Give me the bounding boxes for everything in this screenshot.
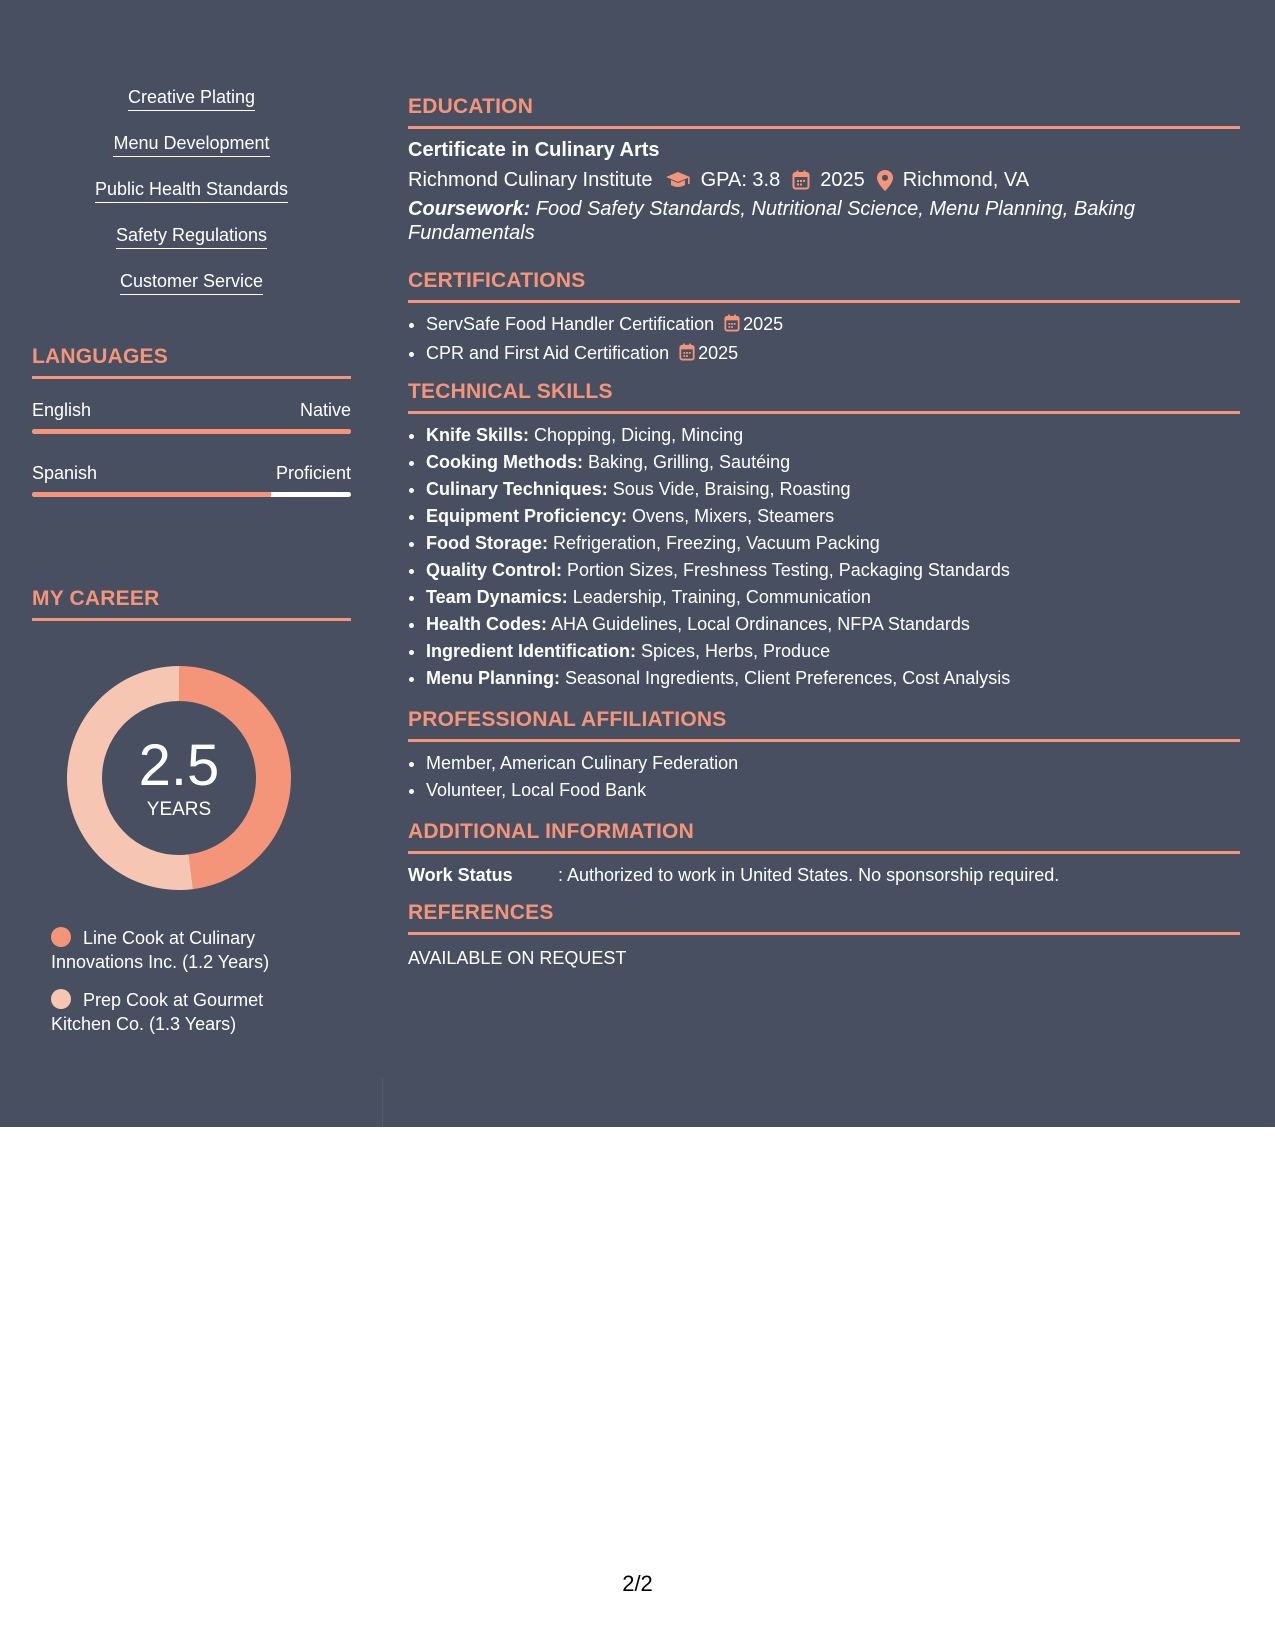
certification-item [426,340,1240,369]
skills-list [32,86,351,316]
skill-values: Portion Sizes, Freshness Testing, Packaging Standards [562,560,1010,580]
skill-category: Team Dynamics: [426,587,568,607]
coursework [408,197,1240,245]
certifications-list [408,311,1240,369]
technical-skills-heading: TECHNICAL SKILLS [408,379,1240,414]
legend-dot-icon [51,927,71,947]
certification-name: ServSafe Food Handler Certification [426,314,715,334]
graduation-year: 2025 [820,169,865,191]
skill-category: Knife Skills: [426,425,530,445]
work-status-label: Work Status [408,865,513,885]
technical-skill-item [426,422,1240,449]
technical-skill-item [426,665,1240,692]
skill-category: Health Codes: [426,614,548,634]
location-pin-icon [877,170,893,191]
coursework-list: Food Safety Standards, Nutritional Science, Menu Planning, Baking Fundamentals [408,198,1136,244]
technical-skill-item [426,530,1240,557]
technical-skill-item [426,584,1240,611]
skill-category: Culinary Techniques: [426,479,608,499]
technical-skills-section [408,379,1240,692]
language-name: Spanish [32,463,98,483]
education-heading: EDUCATION [408,94,1240,129]
references-section [408,900,1240,969]
certification-year: 2025 [698,343,739,363]
skill-category: Food Storage: [426,533,548,553]
skill-category: Quality Control: [426,560,562,580]
skill-values: AHA Guidelines, Local Ordinances, NFPA Standards [547,614,970,634]
skill-values: Chopping, Dicing, Mincing [529,425,744,445]
additional-info-section [408,819,1240,886]
legend-item [51,926,311,974]
technical-skill-item [426,611,1240,638]
affiliation-item: • Member, American Culinary Federation [426,750,1240,777]
technical-skill-item [426,476,1240,503]
languages-heading: LANGUAGES [32,344,351,379]
education-section [408,94,1240,245]
legend-label: Line Cook at Culinary Innovations Inc. (1.2 Years) [51,928,270,972]
calendar-icon [724,313,740,340]
skill-values: Spices, Herbs, Produce [636,641,831,661]
affiliation-item: • Volunteer, Local Food Bank [426,777,1240,804]
career-total-years: 2.5 [138,733,220,798]
work-status-value: : Authorized to work in United States. No sponsorship required. [558,865,1060,885]
references-heading: REFERENCES [408,900,1240,935]
calendar-icon [679,342,695,369]
language-proficiency-bar [32,429,351,434]
skill-category: Ingredient Identification: [426,641,636,661]
skill-values: Sous Vide, Braising, Roasting [607,479,851,499]
certification-name: CPR and First Aid Certification [426,343,670,363]
degree-title: Certificate in Culinary Arts [408,139,660,161]
language-proficiency-fill [32,429,351,434]
affiliations-list [408,750,1240,804]
language-row [32,462,351,484]
certification-item [426,311,1240,340]
page-number: 2/2 [622,1571,653,1596]
skill-item: Public Health Standards [95,178,288,203]
legend-item [51,988,311,1036]
skill-category: Cooking Methods: [426,452,583,472]
skill-values: Seasonal Ingredients, Client Preferences, Cost Analysis [560,668,1011,688]
skill-item: Creative Plating [128,86,255,111]
language-name: English [32,400,92,420]
career-legend [51,926,311,1050]
skill-item: Safety Regulations [116,224,267,249]
calendar-icon [792,170,810,190]
legend-label: Prep Cook at Gourmet Kitchen Co. (1.3 Years) [51,990,264,1034]
career-heading: MY CAREER [32,586,351,621]
skill-category: Menu Planning: [426,668,560,688]
skill-values: Leadership, Training, Communication [567,587,871,607]
skill-values: Ovens, Mixers, Steamers [627,506,835,526]
certifications-heading: CERTIFICATIONS [408,268,1240,303]
language-proficiency-bar [32,492,351,497]
language-level: Proficient [275,463,351,483]
certifications-section [408,268,1240,369]
career-years-unit: YEARS [146,799,212,820]
gpa: GPA: 3.8 [700,169,781,191]
sidebar [32,0,351,1127]
languages-section [32,344,351,497]
school-location: Richmond, VA [902,169,1030,191]
legend-dot-icon [51,989,71,1009]
skill-values: Baking, Grilling, Sautéing [582,452,791,472]
skill-item: Menu Development [113,132,269,157]
graduation-cap-icon [665,171,691,189]
work-status-row [408,864,1240,886]
additional-info-heading: ADDITIONAL INFORMATION [408,819,1240,854]
skill-item: Customer Service [120,270,263,295]
certification-year: 2025 [743,314,784,334]
skill-values: Refrigeration, Freezing, Vacuum Packing [548,533,880,553]
skill-category: Equipment Proficiency: [426,506,628,526]
language-proficiency-fill [32,492,271,497]
technical-skill-item [426,503,1240,530]
references-text: AVAILABLE ON REQUEST [408,948,627,968]
affiliations-heading: PROFESSIONAL AFFILIATIONS [408,707,1240,742]
career-donut-chart [66,665,292,891]
education-meta [408,167,1240,193]
coursework-label: Coursework: [408,198,531,220]
affiliations-section [408,707,1240,804]
language-row [32,399,351,421]
technical-skills-list [408,422,1240,692]
technical-skill-item [426,557,1240,584]
technical-skill-item [426,638,1240,665]
column-divider [382,1078,383,1127]
language-level: Native [299,400,351,420]
career-section [32,586,351,1034]
technical-skill-item [426,449,1240,476]
school-name: Richmond Culinary Institute [408,169,653,191]
